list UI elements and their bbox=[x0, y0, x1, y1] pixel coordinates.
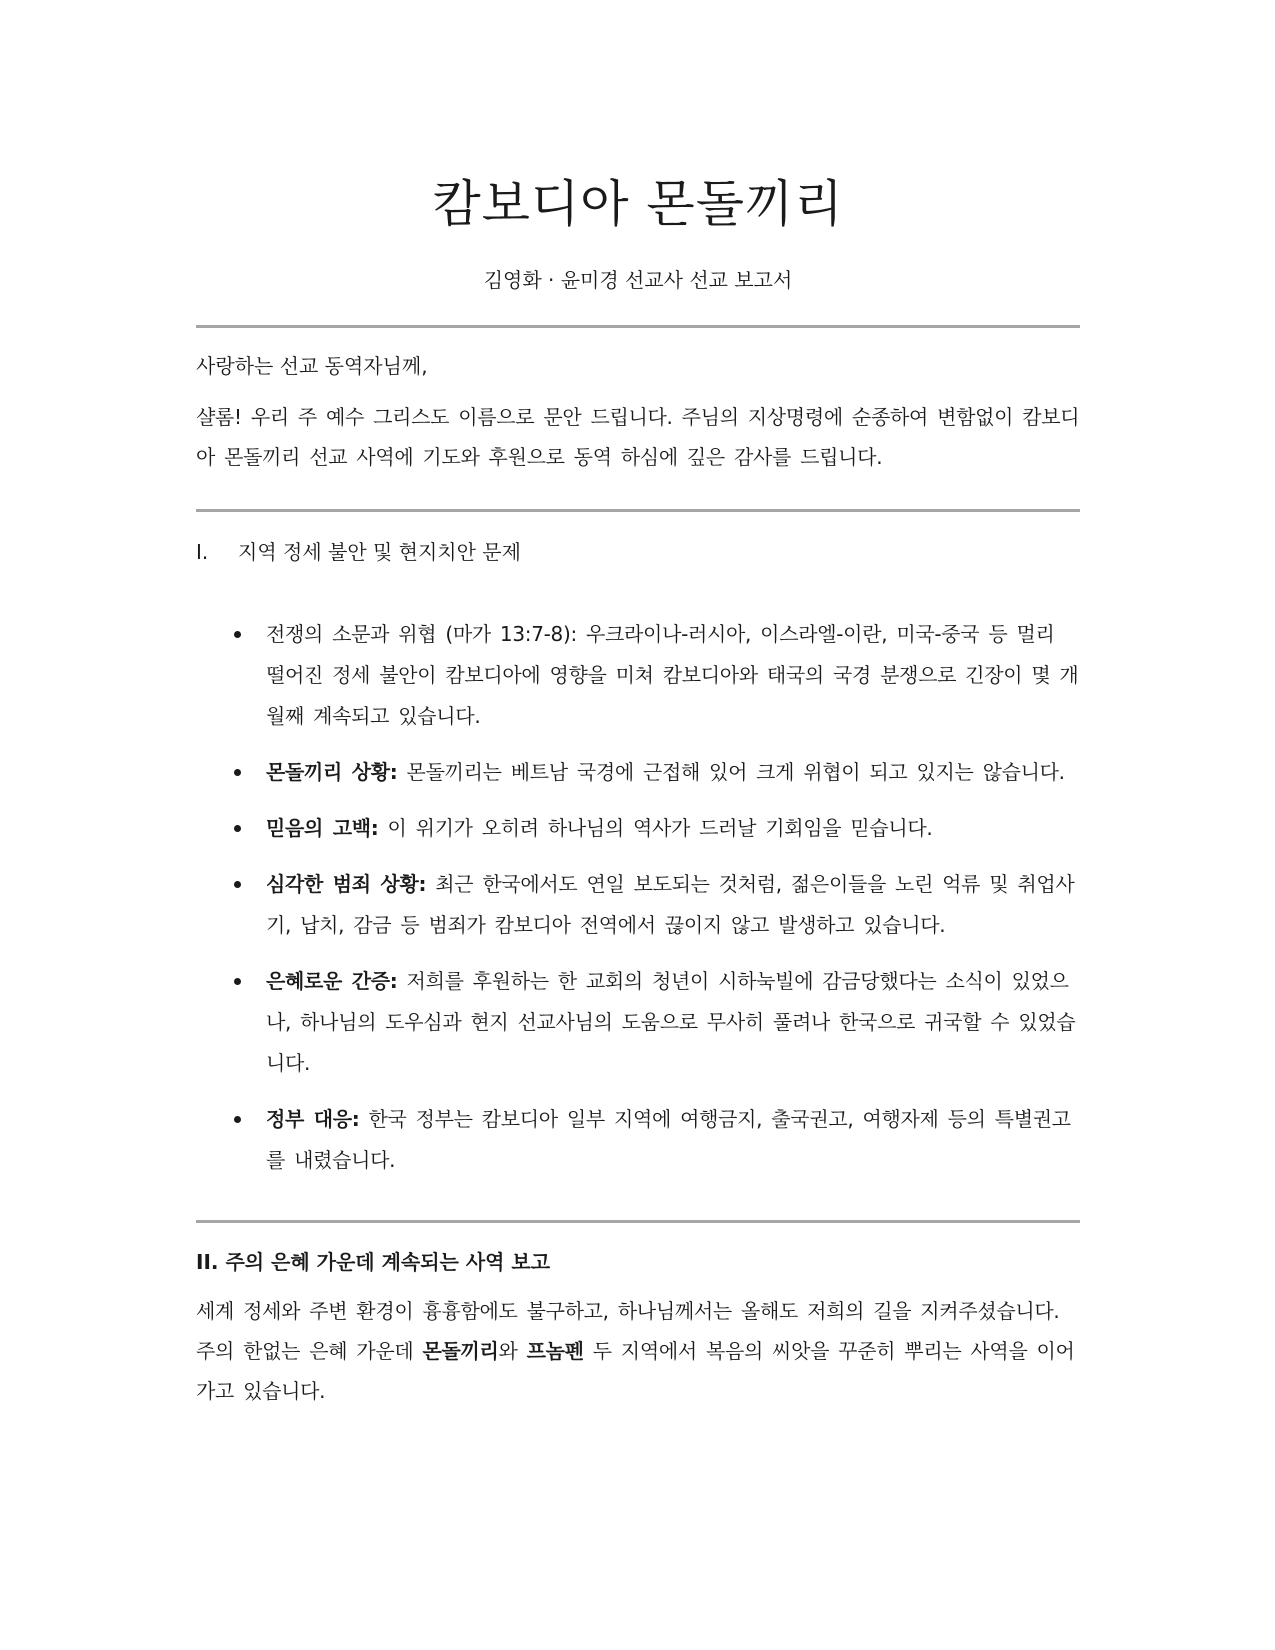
list-item-text: 몬돌끼리는 베트남 국경에 근접해 있어 크게 위협이 되고 있지는 않습니다. bbox=[406, 760, 1065, 784]
bullet-icon bbox=[234, 631, 241, 638]
section-1-heading bbox=[196, 532, 1080, 572]
list-item-text: 한국 정부는 캄보디아 일부 지역에 여행금지, 출국권고, 여행자제 등의 특별권고를 내렸습니다. bbox=[266, 1107, 1071, 1172]
place-name-mondulkiri: 몬돌끼리 bbox=[422, 1339, 499, 1363]
list-item-text: 최근 한국에서도 연일 보도되는 것처럼, 젊은이들을 노린 억류 및 취업사기, 납치, 감금 등 범죄가 캄보디아 전역에서 끊이지 않고 발생하고 있습니다. bbox=[266, 872, 1075, 937]
divider-3 bbox=[196, 1220, 1080, 1223]
list-item-label: 믿음의 고백: bbox=[266, 816, 379, 840]
list-item-label: 정부 대응: bbox=[266, 1107, 360, 1131]
divider-1 bbox=[196, 325, 1080, 328]
section-1-number: I. bbox=[196, 540, 209, 564]
section-2-paragraph bbox=[196, 1291, 1080, 1411]
bullet-icon bbox=[234, 769, 241, 776]
section-1-list bbox=[196, 614, 1080, 1196]
paragraph-text: 세계 정세와 주변 환경이 흉흉함에도 불구하고, 하나님께서는 올해도 저희의 길을 지켜주셨습니다. 주의 한없는 은혜 가운데 bbox=[196, 1299, 1060, 1363]
list-item-label: 심각한 범죄 상황: bbox=[266, 872, 427, 896]
section-1-title: 지역 정세 불안 및 현지치안 문제 bbox=[238, 540, 521, 564]
list-item bbox=[196, 1099, 1080, 1181]
bullet-icon bbox=[234, 1116, 241, 1123]
document-title: 캄보디아 몬돌끼리 bbox=[432, 175, 844, 233]
paragraph-text: 두 지역에서 복음의 씨앗을 꾸준히 뿌리는 사역을 이어가고 있습니다. bbox=[196, 1339, 1075, 1403]
list-item bbox=[196, 864, 1080, 946]
intro-paragraph: 샬롬! 우리 주 예수 그리스도 이름으로 문안 드립니다. 주님의 지상명령에 순종하여 변함없이 캄보디아 몬돌끼리 선교 사역에 기도와 후원으로 동역 하심에 깊은 감사를 드립니다. bbox=[196, 405, 1080, 469]
list-item-label: 은혜로운 간증: bbox=[266, 969, 398, 993]
list-item bbox=[196, 614, 1080, 737]
list-item bbox=[196, 961, 1080, 1084]
document-subtitle: 김영화 · 윤미경 선교사 선교 보고서 bbox=[483, 268, 793, 292]
place-name-phnom-penh: 프놈펜 bbox=[526, 1339, 584, 1363]
paragraph-text: 와 bbox=[498, 1339, 527, 1363]
list-item-text: 이 위기가 오히려 하나님의 역사가 드러날 기회임을 믿습니다. bbox=[387, 816, 933, 840]
divider-2 bbox=[196, 509, 1080, 512]
section-2-heading: II. 주의 은혜 가운데 계속되는 사역 보고 bbox=[196, 1250, 551, 1274]
greeting: 사랑하는 선교 동역자님께, bbox=[196, 354, 428, 378]
list-item-label: 몬돌끼리 상황: bbox=[266, 760, 398, 784]
bullet-icon bbox=[234, 881, 241, 888]
list-item-text: 전쟁의 소문과 위협 (마가 13:7-8): 우크라이나-러시아, 이스라엘-이란, 미국-중국 등 멀리 떨어진 정세 불안이 캄보디아에 영향을 미쳐 캄보디아와 태국의 국경 분쟁으로 긴장이 몇 개월째 계속되고 있습니다. bbox=[266, 622, 1079, 728]
list-item-text: 저희를 후원하는 한 교회의 청년이 시하눅빌에 감금당했다는 소식이 있었으나, 하나님의 도우심과 현지 선교사님의 도움으로 무사히 풀려나 한국으로 귀국할 수 있었습니다. bbox=[266, 969, 1076, 1075]
bullet-icon bbox=[234, 825, 241, 832]
bullet-icon bbox=[234, 978, 241, 985]
list-item bbox=[196, 808, 1080, 849]
list-item bbox=[196, 752, 1080, 793]
